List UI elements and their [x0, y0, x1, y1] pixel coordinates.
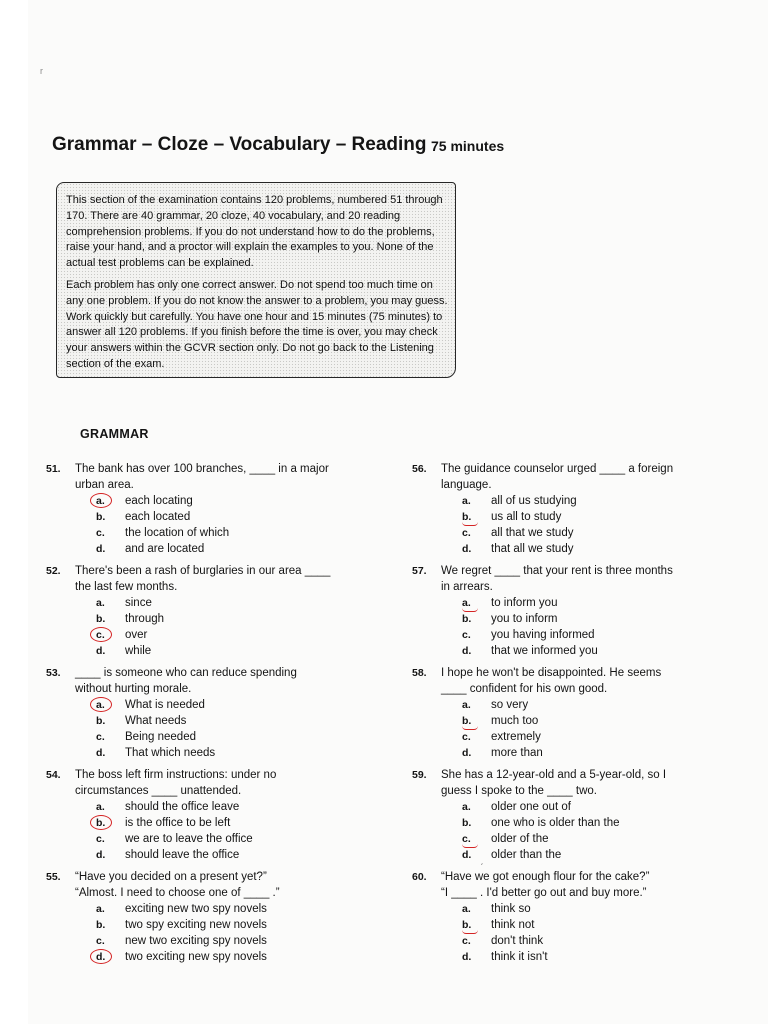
option-text: each located [125, 511, 191, 523]
option-letter: a. [96, 699, 105, 711]
option-letter: d. [462, 543, 472, 555]
option-letter: a. [462, 801, 471, 813]
question-text: There's been a rash of burglaries in our area ____ the last few months. [75, 565, 331, 593]
option-letter: c. [462, 731, 471, 743]
question-text: I hope he won't be disappointed. He seems ____ confident for his own good. [441, 667, 662, 695]
option-letter: a. [96, 597, 105, 609]
handwritten-circle-mark [90, 815, 112, 830]
option-letter: d. [462, 645, 472, 657]
option-text: us all to study [491, 511, 562, 523]
option-letter: a. [462, 495, 471, 507]
question-number: 60. [412, 871, 427, 883]
option-letter: a. [462, 903, 471, 915]
question-item [412, 665, 742, 767]
question-item [46, 461, 376, 563]
question-number: 59. [412, 769, 427, 781]
option-text: much too [491, 715, 539, 727]
handwritten-circle-mark [90, 493, 112, 508]
option-letter: c. [462, 629, 471, 641]
option-letter: a. [96, 801, 105, 813]
option-letter: a. [462, 597, 471, 609]
option-letter: a. [462, 699, 471, 711]
question-number: 51. [46, 463, 61, 475]
option-letter: b. [462, 613, 472, 625]
question-number: 52. [46, 565, 61, 577]
option-text: older of the [491, 833, 549, 845]
option-text: over [125, 629, 148, 641]
option-letter: d. [96, 645, 106, 657]
question-number: 56. [412, 463, 427, 475]
scan-corner-mark: r [40, 66, 43, 76]
question-text: ____ is someone who can reduce spending without hurting morale. [75, 667, 297, 695]
option-letter: b. [96, 511, 106, 523]
option-text: think not [491, 919, 535, 931]
option-letter: c. [96, 833, 105, 845]
question-item [412, 461, 742, 563]
question-text: The guidance counselor urged ____ a foreign language. [441, 463, 674, 491]
question-number: 58. [412, 667, 427, 679]
option-letter: c. [96, 527, 105, 539]
option-letter: d. [462, 747, 472, 759]
option-letter: b. [462, 817, 472, 829]
option-letter: b. [462, 715, 472, 727]
instructions-paragraph-2: Each problem has only one correct answer. Do not spend too much time on any one problem. If you do not know the answer to a problem, you may guess. Work quickly but carefully. You have one hour and 15 minutes (75 minutes) to answer all 120 problems. If you finish before the time is over, you may check your answers within the GCVR section only. Do not go back to the Listening section of the exam. [66, 279, 448, 370]
duration-label: 75 minutes [431, 138, 505, 154]
question-item [46, 767, 376, 869]
option-text: should the office leave [125, 801, 240, 813]
option-text: and are located [125, 543, 205, 555]
option-text: that we informed you [491, 645, 598, 657]
option-text: so very [491, 699, 529, 711]
question-text: We regret ____ that your rent is three months in arrears. [441, 565, 673, 593]
option-letter: b. [96, 919, 106, 931]
option-text: one who is older than the [491, 817, 620, 829]
option-text: older one out of [491, 801, 571, 813]
pencil-tick-mark: ˏ [480, 855, 484, 866]
question-item [412, 563, 742, 665]
section-heading: GRAMMAR [80, 427, 149, 441]
option-text: you to inform [491, 613, 558, 625]
handwritten-circle-mark [90, 627, 112, 642]
option-letter: d. [96, 747, 106, 759]
option-text: think so [491, 903, 531, 915]
questions-column-left [46, 461, 376, 971]
option-text: Being needed [125, 731, 196, 743]
option-text: don't think [491, 935, 544, 947]
option-letter: b. [96, 817, 106, 829]
question-number: 57. [412, 565, 427, 577]
option-text: What is needed [125, 699, 205, 711]
option-text: since [125, 597, 152, 609]
question-text: “Have you decided on a present yet?” “Almost. I need to choose one of ____ .” [75, 871, 280, 899]
option-letter: c. [96, 629, 105, 641]
option-letter: c. [96, 935, 105, 947]
question-text: The boss left firm instructions: under no circumstances ____ unattended. [75, 769, 277, 797]
handwritten-circle-mark [90, 949, 112, 964]
option-text: is the office to be left [125, 817, 231, 829]
option-text: through [125, 613, 165, 625]
instructions-box [56, 182, 456, 378]
option-text: What needs [125, 715, 187, 727]
option-text: two spy exciting new novels [125, 919, 267, 931]
option-text: exciting new two spy novels [125, 903, 267, 915]
option-letter: d. [462, 849, 472, 861]
option-letter: b. [462, 919, 472, 931]
option-letter: d. [96, 951, 106, 963]
option-letter: b. [462, 511, 472, 523]
option-text: think it isn't [491, 951, 548, 963]
question-number: 54. [46, 769, 61, 781]
option-text: new two exciting spy novels [125, 935, 267, 947]
option-text: that all we study [491, 543, 574, 555]
option-text: more than [491, 747, 543, 759]
option-letter: c. [96, 731, 105, 743]
option-letter: a. [96, 495, 105, 507]
question-text: “Have we got enough flour for the cake?” “I ____ . I'd better go out and buy more.” [441, 871, 650, 899]
section-header [52, 134, 732, 164]
option-text: extremely [491, 731, 541, 743]
option-text: should leave the office [125, 849, 240, 861]
option-letter: d. [96, 543, 106, 555]
option-text: we are to leave the office [125, 833, 253, 845]
option-text: each locating [125, 495, 193, 507]
option-text: two exciting new spy novels [125, 951, 267, 963]
option-letter: c. [462, 833, 471, 845]
option-text: all of us studying [491, 495, 577, 507]
question-item [412, 869, 742, 971]
option-text: the location of which [125, 527, 230, 539]
question-item [46, 563, 376, 665]
option-text: all that we study [491, 527, 574, 539]
option-text: to inform you [491, 597, 558, 609]
handwritten-circle-mark [90, 697, 112, 712]
option-text: while [125, 645, 152, 657]
question-text: She has a 12-year-old and a 5-year-old, so I guess I spoke to the ____ two. [441, 769, 667, 797]
page-title: Grammar – Cloze – Vocabulary – Reading [52, 134, 427, 155]
questions-column-right [412, 461, 742, 971]
option-letter: d. [96, 849, 106, 861]
option-letter: b. [96, 613, 106, 625]
option-letter: c. [462, 935, 471, 947]
option-letter: b. [96, 715, 106, 727]
question-text: The bank has over 100 branches, ____ in a major urban area. [75, 463, 329, 491]
question-number: 55. [46, 871, 61, 883]
option-letter: d. [462, 951, 472, 963]
option-letter: c. [462, 527, 471, 539]
instructions-paragraph-1: This section of the examination contains 120 problems, numbered 51 through 170. There are 40 grammar, 20 cloze, 40 vocabulary, and 20 reading comprehension problems. If you do not understand how to do the problems, raise your hand, and a proctor will explain the examples to you. None of the actual test problems can be explained. [66, 194, 443, 270]
option-text: you having informed [491, 629, 595, 641]
question-item [46, 869, 376, 971]
question-number: 53. [46, 667, 61, 679]
option-letter: a. [96, 903, 105, 915]
question-item [46, 665, 376, 767]
question-item [412, 767, 742, 869]
option-text: older than the [491, 849, 562, 861]
option-text: That which needs [125, 747, 216, 759]
